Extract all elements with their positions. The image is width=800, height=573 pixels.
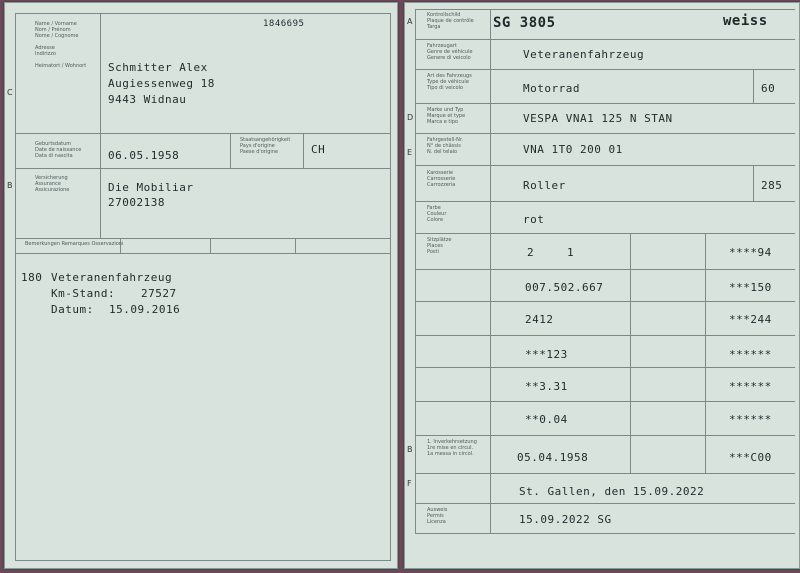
issue-date: 15.09.2022 SG [519, 513, 612, 526]
date-label: Datum: [51, 303, 94, 316]
number-2-right: ***244 [729, 313, 772, 326]
make-labels: Marke und Typ Marque et type Marca e tipo [427, 107, 466, 125]
insurer-number: 27002138 [108, 196, 165, 209]
first-registration-right: ***C00 [729, 451, 772, 464]
holder-city: 9443 Widnau [108, 93, 187, 106]
date-value: 15.09.2016 [109, 303, 181, 316]
insurer-name: Die Mobiliar [108, 181, 194, 194]
km-value: 27527 [141, 287, 177, 300]
remark-title: Veteranenfahrzeug [51, 271, 173, 284]
number-5: **0.04 [525, 413, 568, 426]
birth-labels: Geburtsdatum Date de naissance Data di nascita [35, 141, 82, 159]
vehicle-category: Veteranenfahrzeug [523, 48, 645, 61]
chassis-labels: Fahrgestell-Nr. N° de châssis N. del telaio [427, 137, 464, 155]
number-4: **3.31 [525, 380, 568, 393]
category-labels: Fahrzeugart Genre de véhicule Genere di veicolo [427, 43, 473, 61]
vehicle-type: Motorrad [523, 82, 580, 95]
reg-labels: 1. Inverkehrsetzung 1re mise en circul. 1a messa in circol. [427, 439, 477, 457]
type-labels: Art des Fahrzeugs Type de véhicule Tipo di veicolo [427, 73, 472, 91]
color-labels: Farbe Couleur Colore [427, 205, 447, 223]
number-4-right: ****** [729, 380, 772, 393]
right-page [404, 2, 800, 569]
marker-f: F [407, 479, 412, 488]
remark-code: 180 [21, 271, 43, 284]
first-registration: 05.04.1958 [517, 451, 589, 464]
marker-b2: B [407, 445, 413, 454]
number-2: 2412 [525, 313, 554, 326]
office-labels: Ausweis Permis Licenza [427, 507, 448, 525]
seats-labels: Sitzplätze Places Posti [427, 237, 452, 255]
marker-c: C [7, 88, 13, 97]
place-date: St. Gallen, den 15.09.2022 [519, 485, 705, 498]
marker-e: E [407, 148, 413, 157]
vehicle-color: rot [523, 213, 545, 226]
make-model: VESPA VNA1 125 N STAN [523, 112, 673, 125]
body-type: Roller [523, 179, 566, 192]
holder-name: Schmitter Alex [108, 61, 208, 74]
type-code: 60 [761, 82, 776, 95]
seats-b: 1 [567, 246, 575, 259]
birth-date: 06.05.1958 [108, 149, 180, 162]
seats-right: ****94 [729, 246, 772, 259]
number-3-right: ****** [729, 348, 772, 361]
marker-a: A [407, 17, 413, 26]
body-labels: Karosserie Carrosserie Carrozzeria [427, 170, 456, 188]
chassis-number: VNA 1T0 200 01 [523, 143, 623, 156]
plate-labels: Kontrollschild Plaque de contrôle Targa [427, 12, 474, 30]
km-label: Km-Stand: [51, 287, 116, 300]
holder-labels: Name / Vorname Nom / Prénom Nome / Cognome Adresse Indirizzo Heimatort / Wohnort [35, 21, 87, 69]
number-1-right: ***150 [729, 281, 772, 294]
remarks-labels: Bemerkungen Remarques Osservazioni [25, 241, 124, 247]
plate-number: SG 3805 [493, 15, 556, 31]
left-page [4, 2, 398, 569]
marker-d: D [407, 113, 414, 122]
body-code: 285 [761, 179, 783, 192]
number-1: 007.502.667 [525, 281, 604, 294]
number-5-right: ****** [729, 413, 772, 426]
number-3: ***123 [525, 348, 568, 361]
doc-number: 1846695 [263, 19, 305, 29]
holder-street: Augiessenweg 18 [108, 77, 215, 90]
insurer-labels: Versicherung Assurance Assicurazione [35, 175, 70, 193]
nation-labels: Staatsangehörigkeit Pays d'origine Paese d'origine [240, 137, 291, 155]
nationality: CH [311, 143, 326, 156]
seats-a: 2 [527, 246, 535, 259]
marker-b: B [7, 181, 13, 190]
color-code: weiss [723, 13, 768, 29]
